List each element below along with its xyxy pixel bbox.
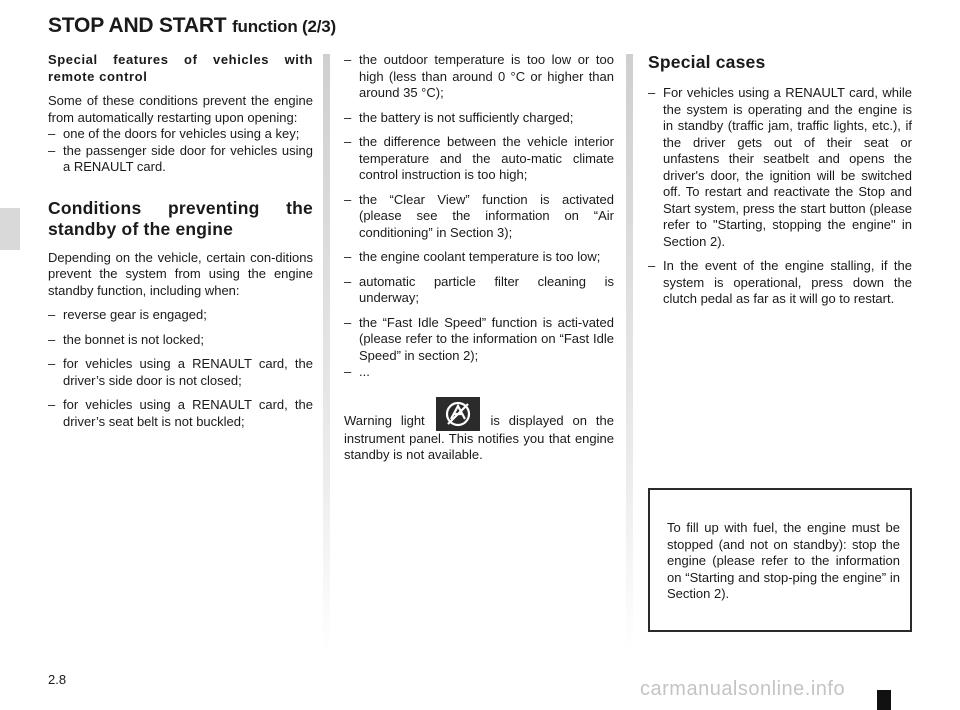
conditions-list-continued: [344, 52, 614, 381]
list-item: – the bonnet is not locked;: [48, 332, 313, 349]
remote-paragraph: Some of these conditions prevent the engine from automatically restarting upon opening:: [48, 93, 313, 125]
list-item: – For vehicles using a RENAULT card, while the system is operating and the engine is in standby (traffic jam, traffic lights, etc.), if the driver gets out of their seat or unfastens their seatbelt and opens the driver's door, the ignition will be switched off. To restart and reactivate the Stop and Start system, press the start button (please refer to "Starting, stopping the engine" in Section 2).: [648, 85, 912, 250]
remote-list: [48, 126, 313, 176]
column-divider: [323, 54, 330, 652]
special-cases-heading: Special cases: [648, 52, 766, 72]
warning-text-before: Warning light: [344, 412, 425, 428]
list-item: – for vehicles using a RENAULT card, the driver’s seat belt is not buckled;: [48, 397, 313, 430]
list-item: – the “Fast Idle Speed” function is acti-vated (please refer to the information on “Fast Idle Speed” in section 2);: [344, 315, 614, 365]
list-item: – the “Clear View” function is activated (please see the information on “Air conditioning” in Section 3);: [344, 192, 614, 242]
list-item: – the passenger side door for vehicles using a RENAULT card.: [48, 143, 313, 176]
remote-heading: Special features of vehicles with remote control: [48, 52, 313, 84]
column-left: [48, 52, 313, 438]
column-middle: [344, 52, 614, 472]
list-item: – reverse gear is engaged;: [48, 307, 313, 324]
list-item: – ...: [344, 364, 614, 381]
list-item: – for vehicles using a RENAULT card, the driver’s side door is not closed;: [48, 356, 313, 389]
list-item: – the difference between the vehicle interior temperature and the auto-matic climate control instruction is too high;: [344, 134, 614, 184]
warning-light-paragraph: [344, 397, 614, 464]
conditions-paragraph: Depending on the vehicle, certain con-ditions prevent the system from using the engine standby function, including when:: [48, 249, 313, 298]
title-main: STOP AND START: [48, 14, 227, 37]
title-sub: function (2/3): [232, 17, 337, 36]
section-tab: [0, 208, 20, 250]
list-item: – In the event of the engine stalling, if the system is operational, press down the clutch pedal as far as it will go to restart.: [648, 258, 912, 308]
corner-marker: [877, 690, 891, 710]
conditions-heading: Conditions preventing the standby of the engine: [48, 197, 313, 239]
list-item: – the engine coolant temperature is too low;: [344, 249, 614, 266]
column-right: [648, 52, 912, 316]
column-divider: [626, 54, 633, 652]
list-item: – the battery is not sufficiently charged;: [344, 110, 614, 127]
special-cases-list: [648, 85, 912, 308]
fuel-note-box: [648, 488, 912, 632]
page-number: 2.8: [48, 672, 67, 687]
list-item: – automatic particle filter cleaning is underway;: [344, 274, 614, 307]
fuel-note-text: To fill up with fuel, the engine must be stopped (and not on standby): stop the engine (please refer to the information on “Starting and stop-ping the engine” in Section 2).: [667, 520, 900, 601]
list-item: – one of the doors for vehicles using a key;: [48, 126, 313, 143]
page-title: [48, 14, 336, 38]
warning-text-after: is displayed on the instrument panel. This notifies you that engine standby is not available.: [344, 412, 614, 462]
watermark: carmanualsonline.info: [640, 678, 846, 700]
conditions-list: [48, 307, 313, 430]
list-item: – the outdoor temperature is too low or too high (less than around 0 °C or higher than around 35 °C);: [344, 52, 614, 102]
stop-start-warning-light-icon: [436, 397, 480, 431]
